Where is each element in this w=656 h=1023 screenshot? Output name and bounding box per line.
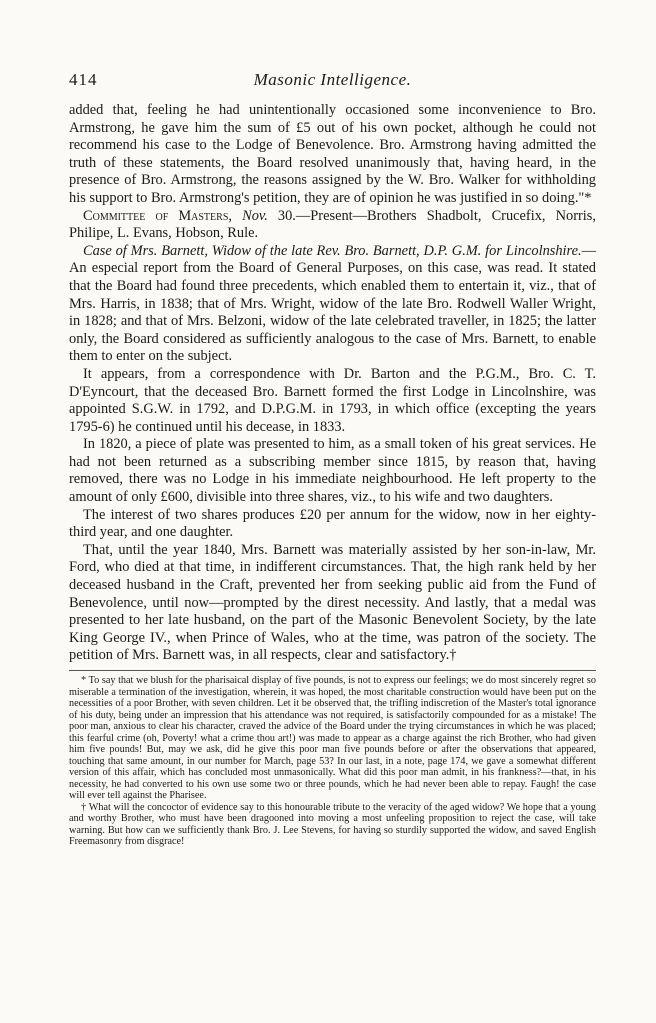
page-header [69, 70, 596, 90]
paragraph-correspondence: It appears, from a correspondence with Dr. Barton and the P.G.M., Bro. C. T. D'Eyncourt, that the deceased Bro. Barnett formed the first Lodge in Lincolnshire, was appointed S.G.W. in 1792, and D.P.G.M. in 1793, in which office (excepting the years 1795-6) he continued until his decease, in 1833. [69, 365, 596, 435]
running-title: Masonic Intelligence. [253, 70, 412, 89]
paragraph-continuation: added that, feeling he had unintentionally occasioned some inconvenience to Bro. Armstrong, he gave him the sum of £5 out of his own pocket, although he could not recommend his case to the Lodge of Benevolence. Bro. Armstrong having admitted the truth of these statements, the Board resolved unanimously that, having heard, in the presence of Bro. Armstrong, the reasons assigned by the W. Bro. Walker for withholding his support to Bro. Armstrong's petition, they are of opinion he was justified in so doing."* [69, 102, 596, 206]
committee-heading: Committee of Masters, [83, 207, 232, 224]
paragraph-petition: That, until the year 1840, Mrs. Barnett was materially assisted by her son-in-law, Mr. Ford, who died at that time, in indifferent circumstances. That, the high rank held by her deceased husband in the Craft, prevented her from seeking public aid from the Fund of Benevolence, until now—prompted by the direst necessity. And lastly, that a medal was presented to her late husband, on the part of the Masonic Benevolent Society, by the late King George IV., when Prince of Wales, who at the time, was patron of the society. The petition of Mrs. Barnett was, in all respects, clear and satisfactory.† [69, 541, 596, 664]
footnote-2: † What will the concoctor of evidence say to this honourable tribute to the veracity of the aged widow? We hope that a young and worthy Brother, who must have been dragooned into moving a most unfeeling proposition to reject the case, will take warning. But how can we sufficiently thank Bro. J. Lee Stevens, for having so sturdily supported the widow, and saved English Freemasonry from disgrace! [69, 801, 596, 847]
footnote-1: * To say that we blush for the pharisaical display of five pounds, is not to express our feelings; we do most sincerely regret so miserable a termination of the investigation, wherein, it was hoped, the most charitable construction would have been put on the necessities of a poor Brother, with seven children. Let it be observed that, the trifling indiscretion of the Master's total ignorance of his duty, being under an impression that his attendance was not required, is satisfactorily compounded for as a mistake! The poor man, anxious to clear his character, craved the advice of the Board under the trying circumstances in which he was placed; this fearful crime (oh, Poverty! what a crime thou art!) was made to appear as a charge against the rich Brother, who had given him five pounds! But, may we ask, did he give this poor man five pounds before or after the observations that appeared, touching that same amount, in our number for March, page 53? In our last, in a note, page 174, we gave a somewhat different version of this affair, which has concluded most unmasonically. What did this poor man admit, in his frankness?—that, in his necessity, he had converted to his own use some two or three pounds, which he had never been able to repay. Faugh! the case will ever tell against the Pharisee. [69, 675, 596, 801]
case-heading: Case of Mrs. Barnett, Widow of the late Rev. Bro. Barnett, D.P. G.M. for Lincolnshire. [83, 242, 582, 259]
committee-attendees: 30.—Present—Brothers Shadbolt, Crucefix, Norris, Philipe, L. Evans, Hobson, Rule. [69, 207, 596, 242]
paragraph-committee [69, 208, 596, 243]
paragraph-interest: The interest of two shares produces £20 per annum for the widow, now in her eighty-third year, and one daughter. [69, 506, 596, 541]
footnote-divider [69, 670, 596, 671]
case-report: —An especial report from the Board of General Purposes, on this case, was read. It stated that the Board had found three precedents, which enabled them to entertain it, viz., that of Mrs. Harris, in 1838; that of Mrs. Wright, widow of the late Bro. Rodwell Waller Wright, in 1828; and that of Mrs. Belzoni, widow of the late celebrated traveller, in 1825; the latter only, the Board considered as sufficiently analogous to the case of Mrs. Barnett, to enable them to enter on the subject. [69, 242, 596, 365]
paragraph-plate: In 1820, a piece of plate was presented to him, as a small token of his great services. He had not been returned as a subscribing member since 1815, by reason that, having removed, there was no Lodge in his immediate neighbourhood. He left property to the amount of only £600, divisible into three shares, viz., to his wife and two daughters. [69, 436, 596, 506]
footnotes [69, 675, 596, 848]
page-number: 414 [69, 70, 98, 89]
paragraph-case [69, 243, 596, 366]
body-text [69, 102, 596, 665]
meeting-date: Nov. [242, 207, 268, 224]
